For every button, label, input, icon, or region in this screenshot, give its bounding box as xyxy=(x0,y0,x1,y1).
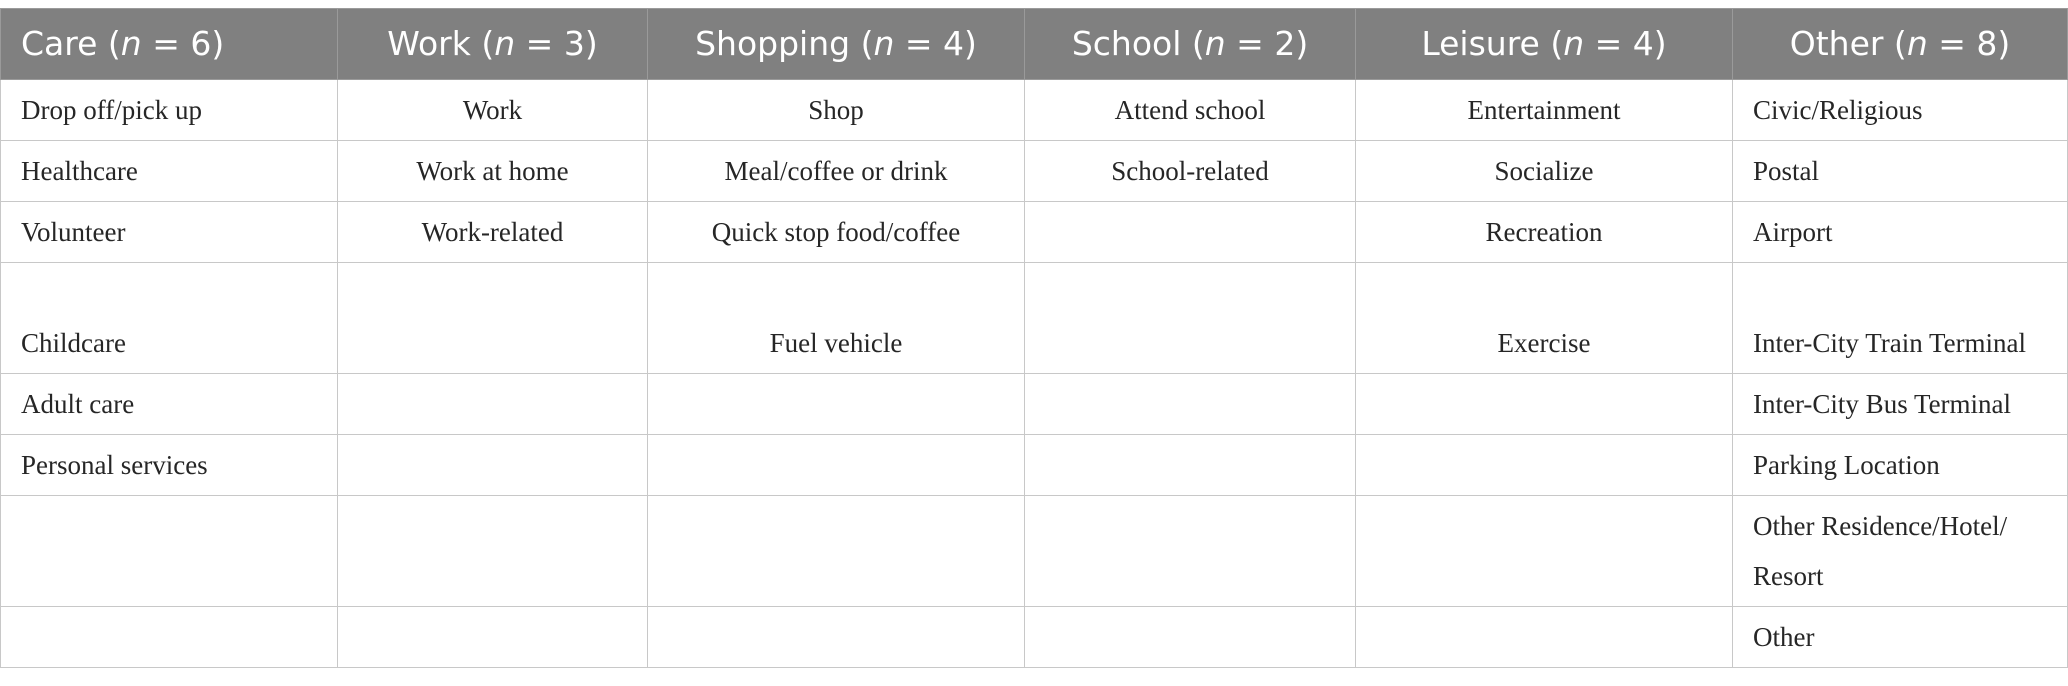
school-cell xyxy=(1025,607,1356,668)
shopping-cell xyxy=(648,374,1025,435)
care-cell xyxy=(1,496,338,607)
leisure-cell xyxy=(1356,435,1733,496)
header-other-count: 8 xyxy=(1976,24,1998,63)
table-row xyxy=(1,374,2068,435)
header-care: Care (n = 6) xyxy=(1,9,338,80)
leisure-cell: Socialize xyxy=(1356,141,1733,202)
header-other: Other (n = 8) xyxy=(1733,9,2068,80)
header-shopping-label: Shopping xyxy=(695,24,851,63)
n-symbol: n xyxy=(494,24,516,63)
work-cell xyxy=(338,263,648,374)
care-cell xyxy=(1,607,338,668)
other-cell: Postal xyxy=(1733,141,2068,202)
header-other-label: Other xyxy=(1789,24,1884,63)
table-row xyxy=(1,496,2068,607)
school-cell xyxy=(1025,202,1356,263)
other-cell: Civic/Religious xyxy=(1733,80,2068,141)
header-leisure: Leisure (n = 4) xyxy=(1356,9,1733,80)
shopping-cell xyxy=(648,496,1025,607)
header-work-label: Work xyxy=(387,24,471,63)
work-cell xyxy=(338,435,648,496)
shopping-cell: Quick stop food/coffee xyxy=(648,202,1025,263)
work-cell: Work-related xyxy=(338,202,648,263)
header-care-count: 6 xyxy=(190,24,212,63)
other-cell: Parking Location xyxy=(1733,435,2068,496)
n-symbol: n xyxy=(1204,24,1226,63)
work-cell: Work at home xyxy=(338,141,648,202)
shopping-cell xyxy=(648,435,1025,496)
table-row xyxy=(1,141,2068,202)
shopping-cell: Shop xyxy=(648,80,1025,141)
other-cell: Airport xyxy=(1733,202,2068,263)
leisure-cell: Entertainment xyxy=(1356,80,1733,141)
header-work-count: 3 xyxy=(563,24,585,63)
care-cell: Childcare xyxy=(1,263,338,374)
shopping-cell: Fuel vehicle xyxy=(648,263,1025,374)
leisure-cell: Exercise xyxy=(1356,263,1733,374)
table-row xyxy=(1,435,2068,496)
header-school: School (n = 2) xyxy=(1025,9,1356,80)
activity-category-table xyxy=(0,8,2068,668)
header-school-count: 2 xyxy=(1274,24,1296,63)
work-cell xyxy=(338,374,648,435)
school-cell: Attend school xyxy=(1025,80,1356,141)
n-symbol: n xyxy=(120,24,142,63)
shopping-cell: Meal/coffee or drink xyxy=(648,141,1025,202)
n-symbol: n xyxy=(873,24,895,63)
care-cell: Adult care xyxy=(1,374,338,435)
leisure-cell xyxy=(1356,496,1733,607)
table-row xyxy=(1,80,2068,141)
header-care-label: Care xyxy=(21,24,98,63)
care-cell: Drop off/pick up xyxy=(1,80,338,141)
work-cell: Work xyxy=(338,80,648,141)
leisure-cell xyxy=(1356,374,1733,435)
work-cell xyxy=(338,607,648,668)
other-cell: Inter-City Bus Terminal xyxy=(1733,374,2068,435)
school-cell xyxy=(1025,374,1356,435)
shopping-cell xyxy=(648,607,1025,668)
table-row xyxy=(1,263,2068,374)
header-leisure-label: Leisure xyxy=(1421,24,1540,63)
n-symbol: n xyxy=(1563,24,1585,63)
care-cell: Healthcare xyxy=(1,141,338,202)
other-cell: Other Residence/Hotel/ Resort xyxy=(1733,496,2068,607)
header-school-label: School xyxy=(1071,24,1182,63)
school-cell xyxy=(1025,263,1356,374)
care-cell: Volunteer xyxy=(1,202,338,263)
n-symbol: n xyxy=(1906,24,1928,63)
school-cell xyxy=(1025,496,1356,607)
table-row xyxy=(1,607,2068,668)
header-row xyxy=(1,9,2068,80)
school-cell xyxy=(1025,435,1356,496)
header-leisure-count: 4 xyxy=(1632,24,1654,63)
table-row xyxy=(1,202,2068,263)
other-cell: Other xyxy=(1733,607,2068,668)
header-work: Work (n = 3) xyxy=(338,9,648,80)
school-cell: School-related xyxy=(1025,141,1356,202)
header-shopping-count: 4 xyxy=(943,24,965,63)
leisure-cell xyxy=(1356,607,1733,668)
work-cell xyxy=(338,496,648,607)
leisure-cell: Recreation xyxy=(1356,202,1733,263)
header-shopping: Shopping (n = 4) xyxy=(648,9,1025,80)
other-cell: Inter-City Train Terminal xyxy=(1733,263,2068,374)
care-cell: Personal services xyxy=(1,435,338,496)
